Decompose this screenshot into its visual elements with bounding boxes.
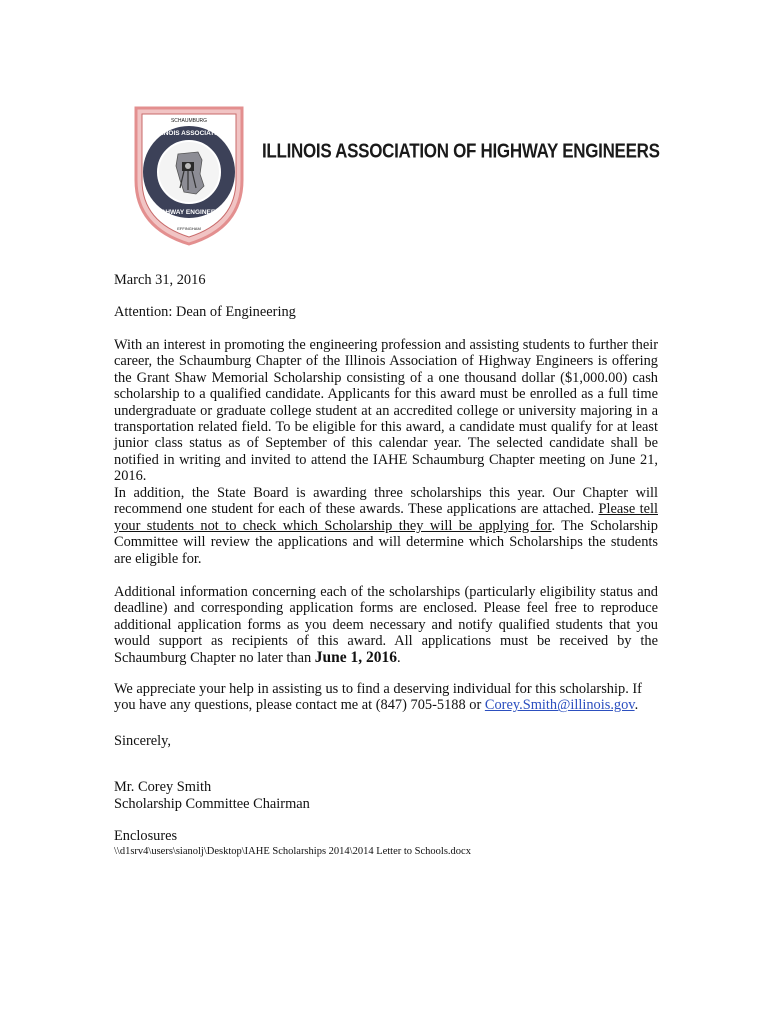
paragraph-intro: With an interest in promoting the engineering profession and assisting students to further their career, the Schaumburg Chapter of the Illinois Association of Highway Engineers is offering the Grant Shaw Memorial Scholarship consisting of a one thousand dollar ($1,000.00) cash scholarship to a qualified candidate. Applicants for this award must be enrolled as a full time undergraduate or graduate college student at an accredited college or university majoring in a transportation related field. To be eligible for this award, a candidate must qualify for at least junior class status as of September of this calendar year. The selected candidate shall be notified in writing and invited to attend the IAHE Schaumburg Chapter meeting on June 21, 2016. (114, 337, 658, 485)
svg-text:HIGHWAY ENGINEERS: HIGHWAY ENGINEERS (153, 209, 225, 216)
paragraph-additional-info-end: . (397, 649, 401, 666)
paragraph-state-board-text: In addition, the State Board is awarding three scholarships this year. Our Chapter will recommend one student for each of these awards. These applications are attached. (114, 485, 658, 518)
deadline-date: June 1, 2016 (314, 648, 398, 666)
paragraph-state-board (114, 485, 658, 567)
underlined-instruction: Please tell your students not to check which Scholarship they will be applying for (114, 501, 658, 534)
paragraph-state-board-text-end: . The Scholarship Committee will review the applications and will determine which Scholarships the students are eligible for. (114, 517, 658, 567)
paragraph-additional-info (114, 584, 658, 666)
attention-line: Attention: Dean of Engineering (114, 304, 296, 320)
signature-title: Scholarship Committee Chairman (114, 796, 310, 812)
email-link[interactable]: Corey.Smith@illinois.gov (484, 697, 635, 714)
paragraph-contact (114, 681, 658, 714)
letter-date: March 31, 2016 (114, 272, 206, 288)
file-path: \\d1srv4\users\sianolj\Desktop\IAHE Scholarships 2014\2014 Letter to Schools.docx (114, 846, 471, 857)
paragraph-contact-end: . (634, 697, 639, 714)
iahe-seal-logo (126, 96, 252, 248)
paragraph-additional-info-text: Additional information concerning each of the scholarships (particularly eligibility status and deadline) and corresponding application forms are enclosed. Please feel free to reproduce additional application forms as you deem necessary and notify qualified students that you would support as recipients of this award. All applications must be received by the Schaumburg Chapter no later than (114, 584, 658, 666)
signature-name: Mr. Corey Smith (114, 779, 212, 795)
svg-text:EFFINGHAM: EFFINGHAM (177, 226, 201, 231)
paragraph-contact-text: We appreciate your help in assisting us to find a deserving individual for this scholarship. If you have any questions, please contact me at (847) 705-5188 or (114, 681, 642, 714)
svg-text:ILLINOIS ASSOCIATION: ILLINOIS ASSOCIATION (152, 130, 226, 137)
svg-text:SCHAUMBURG: SCHAUMBURG (170, 118, 208, 124)
closing: Sincerely, (114, 733, 172, 749)
organization-name: ILLINOIS ASSOCIATION OF HIGHWAY ENGINEERS (262, 140, 660, 163)
enclosures-label: Enclosures (114, 828, 178, 844)
